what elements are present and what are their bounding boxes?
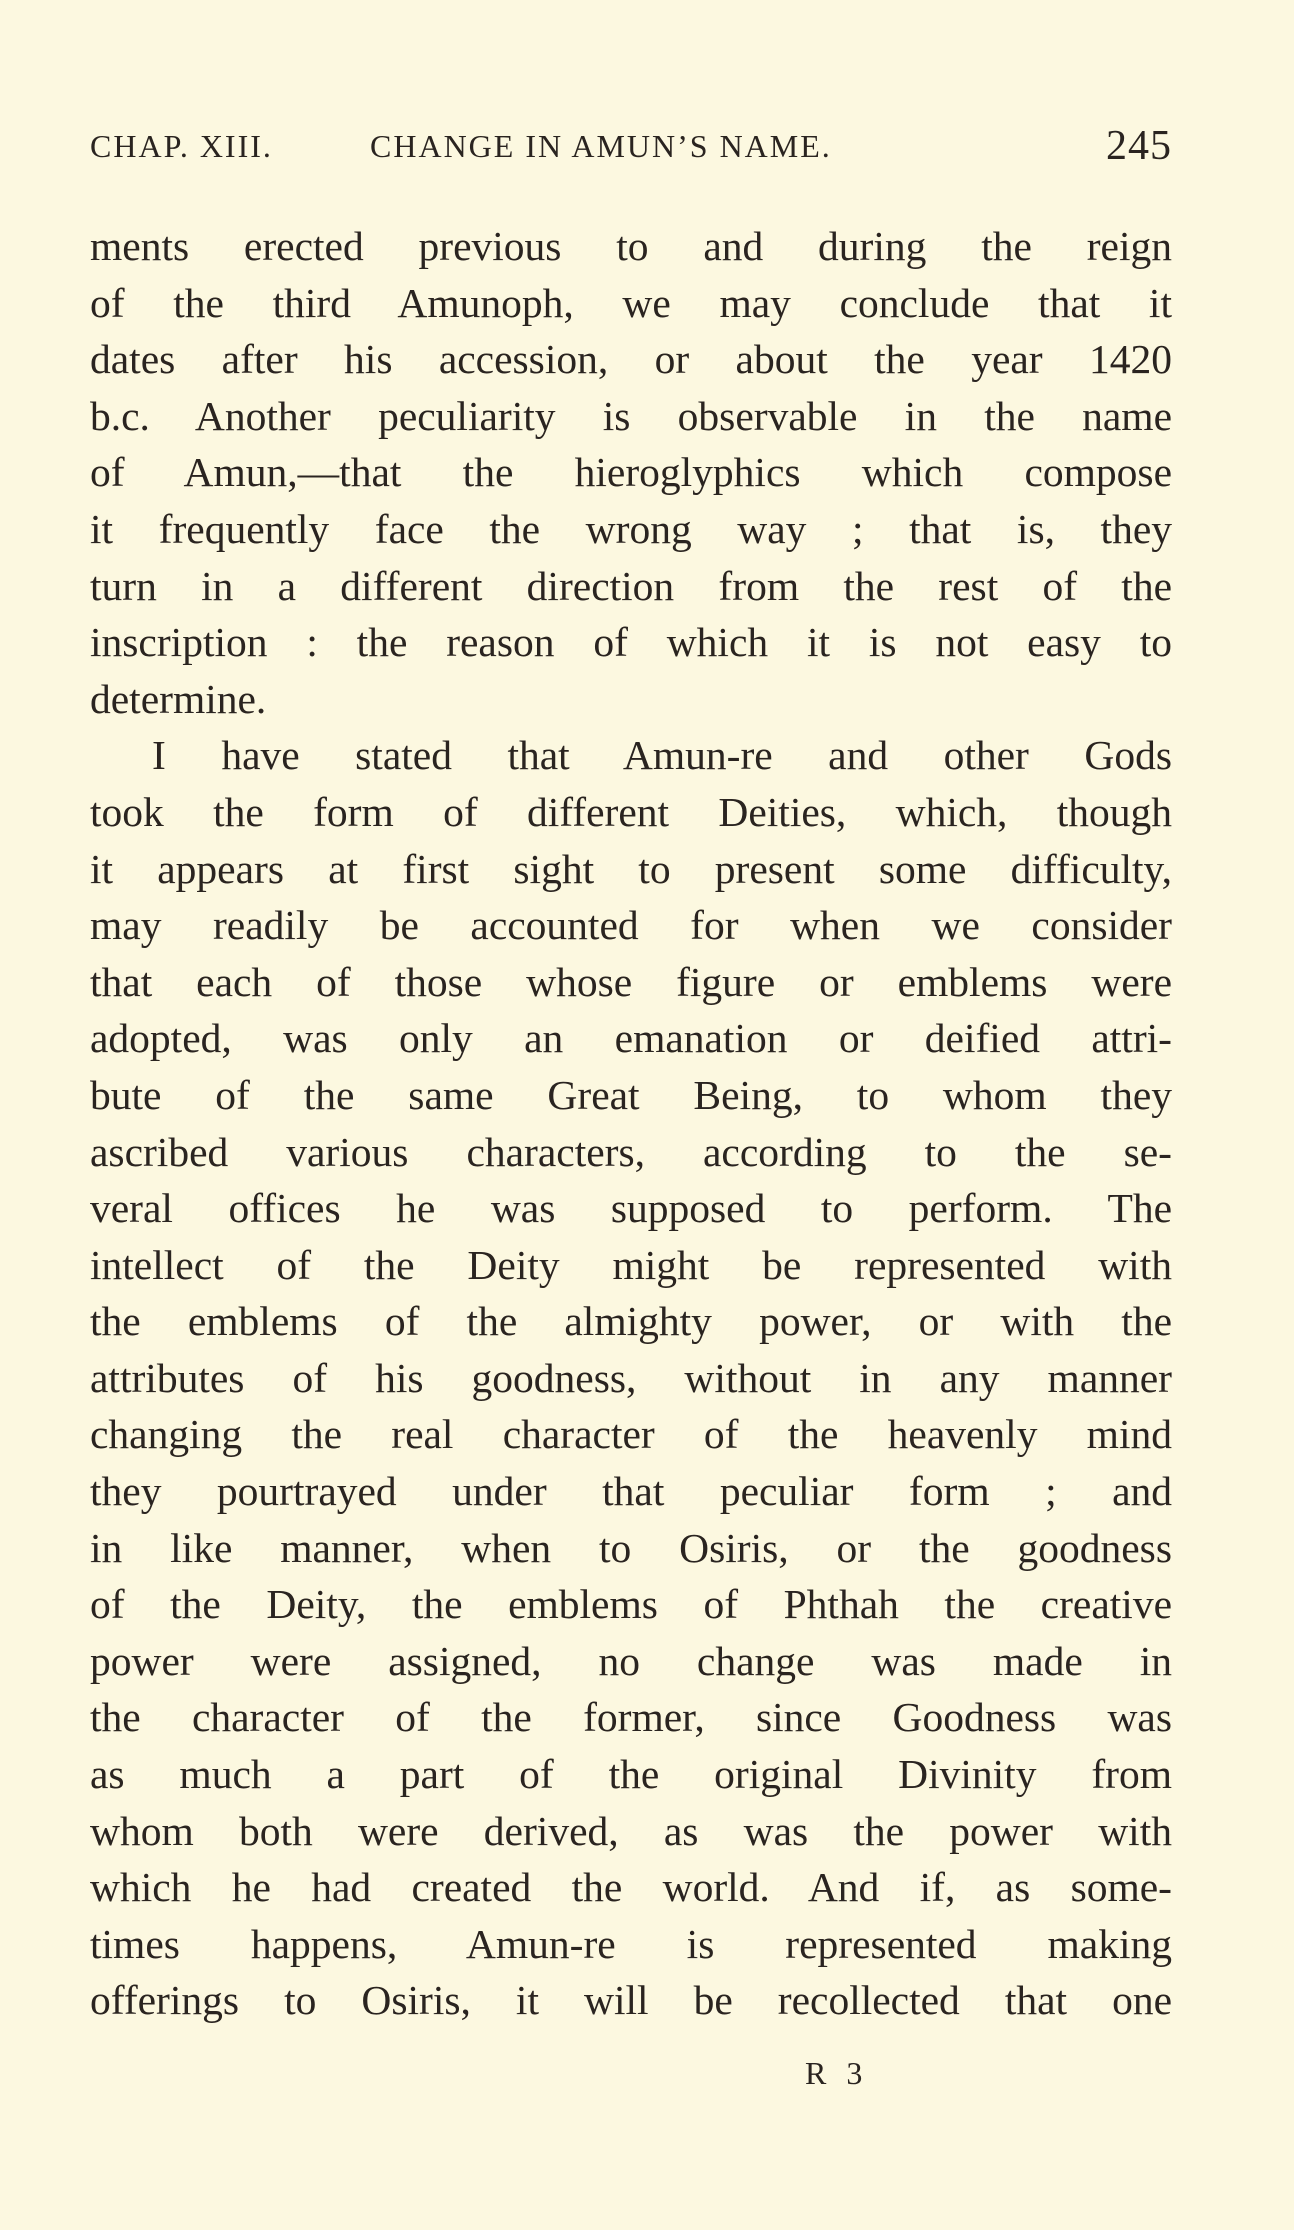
text-line: as much a part of the original Divinity from (90, 1751, 1172, 1798)
text-line: it appears at first sight to present some difficulty, (90, 845, 1172, 892)
text-line: ments erected previous to and during the reign (90, 223, 1172, 269)
text-line: of the third Amunoph, we may conclude that it (90, 279, 1172, 326)
text-line: which he had created the world. And if, as some- (90, 1864, 1172, 1911)
text-line: I have stated that Amun-re and other Gods (152, 732, 1172, 779)
text-line: ascribed various characters, according to the se- (90, 1128, 1172, 1175)
text-line: adopted, was only an emanation or deified attri- (90, 1015, 1172, 1062)
signature-mark: R 3 (805, 2055, 869, 2091)
text-line: it frequently face the wrong way ; that is, they (90, 505, 1172, 552)
text-line: intellect of the Deity might be represented with (90, 1241, 1172, 1288)
text-line: that each of those whose figure or emblems were (90, 958, 1172, 1005)
text-line: may readily be accounted for when we consider (90, 902, 1172, 949)
text-line: the emblems of the almighty power, or with the (90, 1298, 1172, 1345)
chapter-label: CHAP. XIII. (90, 128, 273, 164)
running-head (90, 123, 1172, 178)
text-line: determine. (90, 675, 267, 722)
text-line: dates after his accession, or about the year 1420 (90, 336, 1172, 383)
text-line: changing the real character of the heavenly mind (90, 1411, 1172, 1458)
text-line: inscription : the reason of which it is not easy to (90, 619, 1172, 666)
text-line: took the form of different Deities, which, though (90, 788, 1172, 835)
text-line: offerings to Osiris, it will be recollected that one (90, 1977, 1172, 2024)
text-line: of the Deity, the emblems of Phthah the creative (90, 1581, 1172, 1628)
text-line: times happens, Amun-re is represented making (90, 1920, 1172, 1967)
text-line: veral offices he was supposed to perform. The (90, 1185, 1172, 1232)
text-line: b.c. Another peculiarity is observable in the name (90, 392, 1172, 439)
page-number: 245 (1106, 123, 1172, 169)
text-line: turn in a different direction from the rest of the (90, 562, 1172, 609)
text-line: attributes of his goodness, without in any manner (90, 1354, 1172, 1401)
text-line: they pourtrayed under that peculiar form ; and (90, 1468, 1172, 1515)
running-title: CHANGE IN AMUN’S NAME. (370, 128, 832, 164)
text-line: bute of the same Great Being, to whom they (90, 1071, 1172, 1118)
text-line: power were assigned, no change was made in (90, 1637, 1172, 1684)
body-text (90, 218, 1172, 2029)
text-line: of Amun,—that the hieroglyphics which compose (90, 449, 1172, 496)
text-line: whom both were derived, as was the power with (90, 1807, 1172, 1854)
text-line: the character of the former, since Goodness was (90, 1694, 1172, 1741)
text-line: in like manner, when to Osiris, or the goodness (90, 1524, 1172, 1571)
